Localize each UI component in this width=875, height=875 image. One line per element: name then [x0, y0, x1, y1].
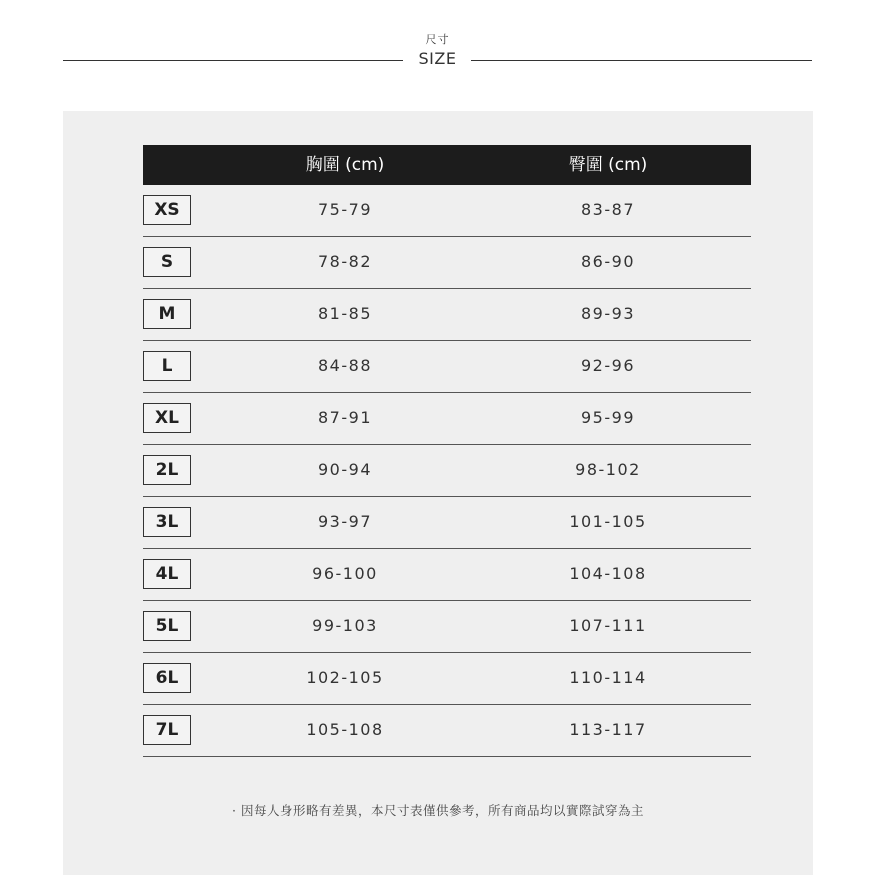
size-label: 3L [143, 507, 191, 537]
title-divider-right [471, 60, 812, 61]
hip-value: 89-93 [581, 304, 635, 323]
table-row [143, 549, 751, 601]
hip-value: 113-117 [569, 720, 647, 739]
hip-value: 101-105 [569, 512, 647, 531]
hip-value: 107-111 [569, 616, 647, 635]
hip-value: 95-99 [581, 408, 635, 427]
size-label: L [143, 351, 191, 381]
chest-value: 84-88 [318, 356, 372, 375]
table-row [143, 237, 751, 289]
size-label: M [143, 299, 191, 329]
table-row [143, 653, 751, 705]
table-row [143, 497, 751, 549]
size-label: 2L [143, 455, 191, 485]
hip-value: 92-96 [581, 356, 635, 375]
size-table-body [143, 185, 751, 757]
table-row [143, 393, 751, 445]
table-row [143, 341, 751, 393]
size-chart-panel [63, 111, 813, 875]
size-label: XL [143, 403, 191, 433]
table-row [143, 445, 751, 497]
chest-value: 90-94 [318, 460, 372, 479]
chest-value: 78-82 [318, 252, 372, 271]
chest-value: 105-108 [306, 720, 384, 739]
table-row [143, 601, 751, 653]
size-label: 7L [143, 715, 191, 745]
chest-value: 102-105 [306, 668, 384, 687]
chest-value: 81-85 [318, 304, 372, 323]
column-header-chest: 胸圍 (cm) [305, 155, 385, 175]
table-row [143, 705, 751, 757]
table-row [143, 289, 751, 341]
disclaimer-note: · 因每人身形略有差異，本尺寸表僅供參考，所有商品均以實際試穿為主 [232, 803, 644, 818]
hip-value: 83-87 [581, 200, 635, 219]
hip-value: 110-114 [569, 668, 647, 687]
table-row [143, 185, 751, 237]
chest-value: 99-103 [312, 616, 378, 635]
table-header [143, 145, 751, 185]
column-header-hip: 臀圍 (cm) [568, 155, 648, 175]
size-label: 4L [143, 559, 191, 589]
title-chinese: 尺寸 [425, 33, 450, 46]
hip-value: 104-108 [569, 564, 647, 583]
size-label: 6L [143, 663, 191, 693]
title-english: SIZE [418, 49, 457, 68]
chest-value: 96-100 [312, 564, 378, 583]
size-header [0, 0, 875, 100]
hip-value: 98-102 [575, 460, 641, 479]
size-label: S [143, 247, 191, 277]
hip-value: 86-90 [581, 252, 635, 271]
chest-value: 75-79 [318, 200, 372, 219]
chest-value: 93-97 [318, 512, 372, 531]
size-label: 5L [143, 611, 191, 641]
size-label: XS [143, 195, 191, 225]
chest-value: 87-91 [318, 408, 372, 427]
